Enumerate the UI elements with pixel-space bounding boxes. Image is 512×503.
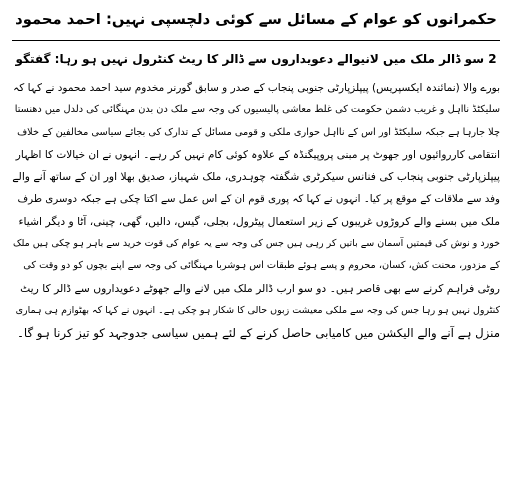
article-line: کے مزدور، محنت کش، کسان، محروم و پسے ہوئے طبقات اس ہوشربا مہنگائی کی وجہ سے اپنے بچوں کو دو وقت کی [23, 260, 500, 272]
article-line: روٹی فراہم کرنے سے بھی قاصر ہیں۔ دو سو ارب ڈالر ملک میں لانے والے جھوٹے دعویداروں سے ڈالر کا ریٹ [20, 281, 500, 295]
article-body [12, 77, 500, 345]
article-line: خورد و نوش کی قیمتیں آسمان سے باتیں کر رہی ہیں جس کی وجہ سے یہ عوام کی قوت خرید سے باہر ہو چکی ہیں ملک [12, 238, 500, 250]
article-line: بورے والا (نمائندہ ایکسپریس) پیپلزپارٹی جنوبی پنجاب کے صدر و سابق گورنر مخدوم سید احمد محمود نے کہا کہ [13, 82, 500, 94]
article-line: انتقامی کارروائیوں اور جھوٹ پر مبنی پروپیگنڈہ کے علاوہ کوئی کام نہیں کر رہے۔ انہوں نے ان خیالات کا اظہار [15, 148, 500, 161]
article-line: پیپلزپارٹی جنوبی پنجاب کی فنانس سیکرٹری شگفتہ چوہدری، ملک شہباز، صدیق بھلا اور ان کے ساتھ آنے والے [12, 170, 500, 184]
article-line: کنٹرول نہیں ہو رہا جس کی وجہ سے ملکی معیشت زبوں حالی کا شکار ہو چکی ہے۔ انہوں نے کہا کہ بھٹوازم ہی ہماری [15, 304, 500, 316]
article-line: ملک میں بسنے والے کروڑوں غریبوں کے زیر استعمال پیٹرول، بجلی، گیس، دالیں، گھی، چینی، آٹا و دیگر اشیاء [18, 214, 500, 228]
headline-sub: 2 سو ڈالر ملک میں لانیوالے دعویداروں سے ڈالر کا ریٹ کنٹرول نہیں ہو رہا: گفتگو [15, 52, 497, 66]
article-line: چلا جارہا ہے جبکہ سلیکٹڈ اور اس کے نااہل حواری ملکی و قومی مسائل کے تدارک کی بجائے سیاسی مخالفین کے خلاف [17, 126, 500, 138]
headline-main: حکمرانوں کو عوام کے مسائل سے کوئی دلچسپی نہیں: احمد محمود [15, 11, 497, 28]
article-line: سلیکٹڈ نااہل و غریب دشمن حکومت کی غلط معاشی پالیسیوں کی وجہ سے ملک دن بدن مہنگائی کی دلدل میں دھنستا [14, 104, 500, 116]
article-line: منزل ہے آنے والے الیکشن میں کامیابی حاصل کرنے کے لئے ہمیں سیاسی جدوجہد کو تیز کرنا ہو گا۔ [17, 326, 500, 341]
headline-divider [12, 40, 500, 41]
article-line: وفد سے ملاقات کے موقع پر کیا۔ انہوں نے کہا کہ پوری قوم ان کے اس عمل سے اکتا چکی ہے جبکہ دوسری طرف [17, 193, 500, 206]
